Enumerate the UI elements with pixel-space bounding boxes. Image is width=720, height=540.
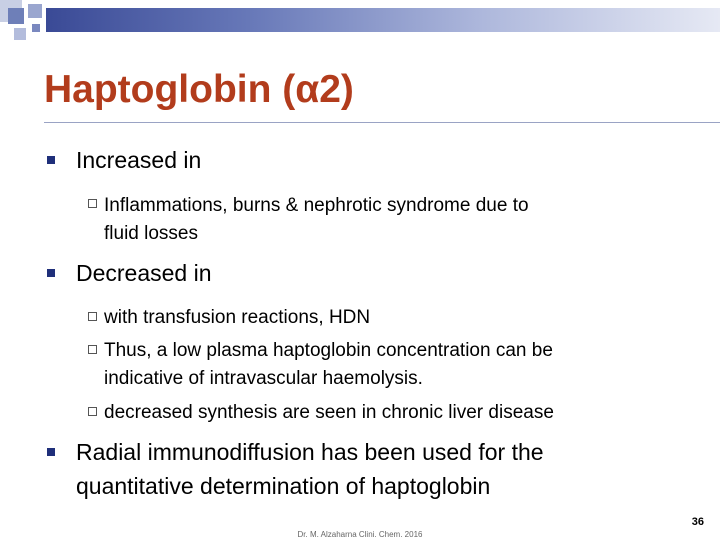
bullet-increased: Increased in (76, 147, 202, 173)
header-gradient-bar (46, 8, 720, 32)
title-underline (44, 122, 720, 123)
sub-bullet-thus: Thus, a low plasma haptoglobin concentration can be (104, 340, 553, 361)
sub-bullet-marker (88, 345, 97, 354)
bullet-marker (47, 269, 55, 277)
bullet-marker (47, 448, 55, 456)
bullet-radial-immunodiffusion: Radial immunodiffusion has been used for the (76, 439, 544, 465)
sub-bullet-transfusion: with transfusion reactions, HDN (104, 307, 371, 328)
footer-text: Dr. M. Alzaharna Clini. Chem. 2016 (297, 530, 423, 539)
page-number: 36 (691, 516, 704, 528)
sub-bullet-marker (88, 407, 97, 416)
sub-bullet-thus-cont: indicative of intravascular haemolysis. (104, 368, 423, 389)
decor-square (32, 24, 40, 32)
sub-bullet-marker (88, 199, 97, 208)
slide-title: Haptoglobin (α2) (44, 68, 354, 111)
decor-square (14, 28, 26, 40)
sub-bullet-inflammations-cont: fluid losses (104, 223, 198, 244)
bullet-decreased: Decreased in (76, 260, 212, 286)
decor-square (8, 8, 24, 24)
decor-square (28, 4, 42, 18)
sub-bullet-inflammations: Inflammations, burns & nephrotic syndrome due to (104, 195, 529, 216)
sub-bullet-decreased-synthesis: decreased synthesis are seen in chronic liver disease (104, 402, 554, 423)
bullet-marker (47, 156, 55, 164)
bullet-radial-immunodiffusion-cont: quantitative determination of haptoglobin (76, 473, 491, 499)
sub-bullet-marker (88, 312, 97, 321)
